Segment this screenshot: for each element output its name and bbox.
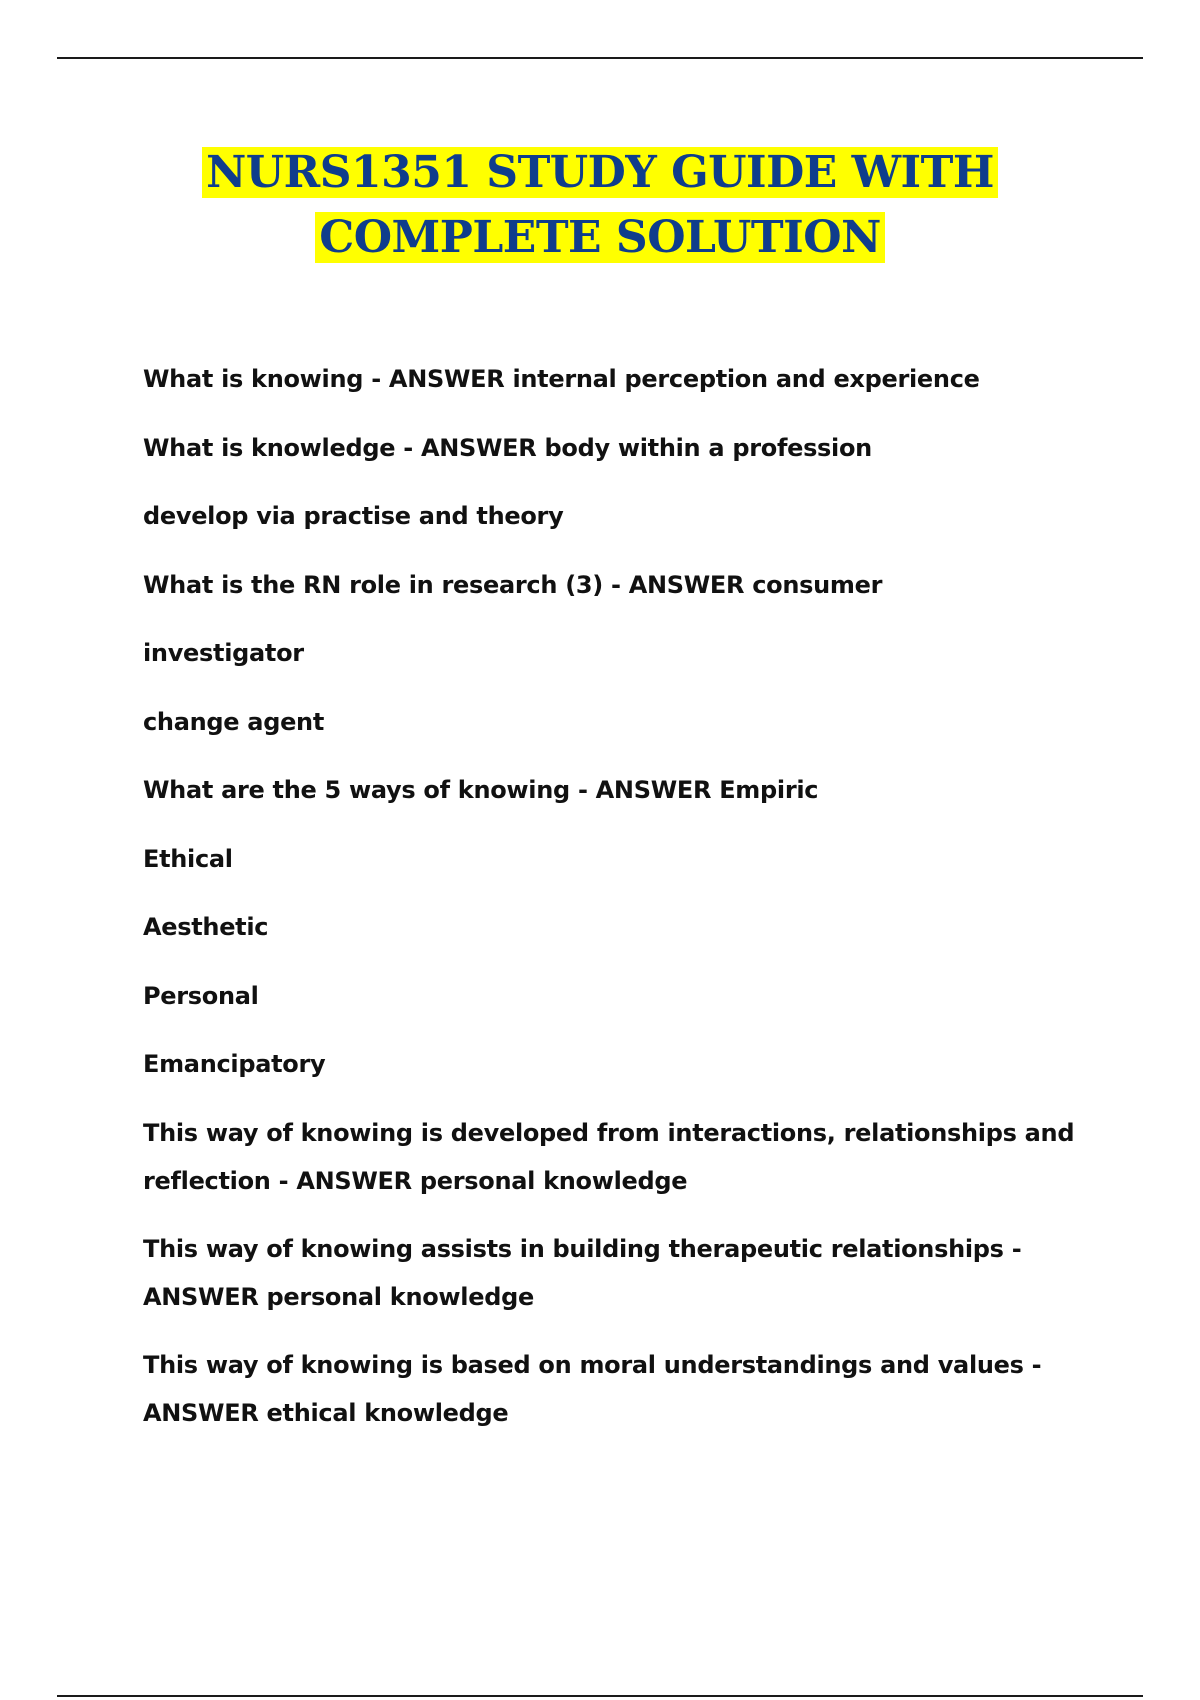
- qa-line: This way of knowing assists in building therapeutic relationships - ANSWER personal knowledge: [143, 1234, 1022, 1311]
- qa-line: Emancipatory: [143, 1050, 326, 1078]
- qa-line: change agent: [143, 707, 325, 736]
- qa-line: What are the 5 ways of knowing - ANSWER Empiric: [143, 776, 819, 804]
- qa-line: Ethical: [143, 844, 233, 873]
- top-rule: [57, 57, 1143, 59]
- qa-line: develop via practise and theory: [143, 502, 564, 530]
- qa-line: What is knowledge - ANSWER body within a profession: [143, 433, 872, 462]
- qa-line: This way of knowing is based on moral understandings and values - ANSWER ethical knowledge: [143, 1350, 1042, 1427]
- bottom-rule: [57, 1695, 1143, 1697]
- title-line-2: COMPLETE SOLUTION: [315, 212, 885, 263]
- qa-line: investigator: [143, 639, 304, 667]
- document-body: [143, 355, 1103, 1457]
- qa-line: This way of knowing is developed from interactions, relationships and reflection - ANSWER personal knowledge: [143, 1118, 1075, 1195]
- qa-line: Personal: [143, 981, 259, 1010]
- qa-line: What is the RN role in research (3) - ANSWER consumer: [143, 570, 883, 599]
- document-title: [0, 140, 1200, 270]
- title-line-1: NURS1351 STUDY GUIDE WITH: [202, 147, 998, 198]
- qa-line: What is knowing - ANSWER internal perception and experience: [143, 365, 980, 393]
- qa-line: Aesthetic: [143, 913, 269, 941]
